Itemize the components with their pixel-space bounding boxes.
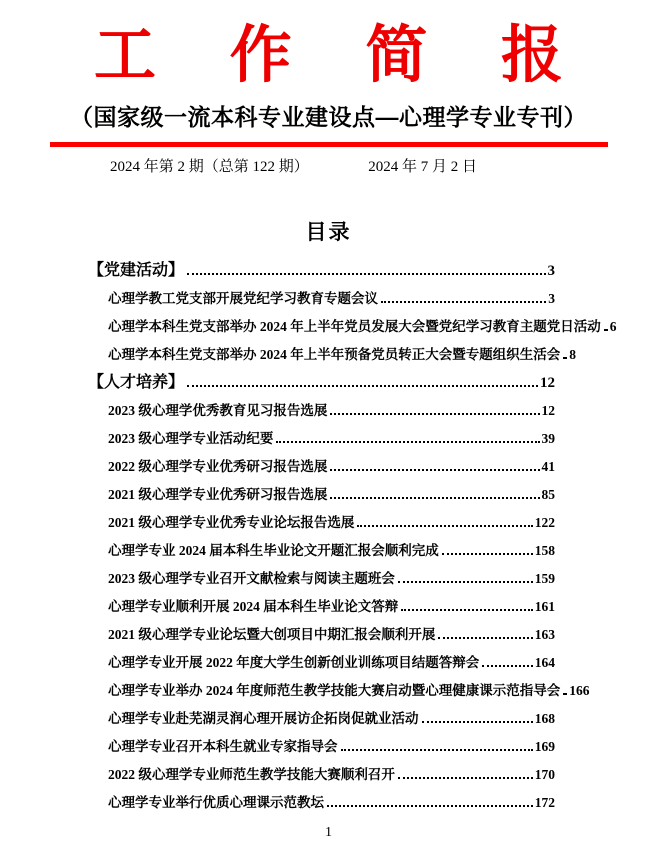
toc-leader-dots	[330, 413, 539, 415]
toc-leader-dots	[187, 385, 538, 387]
toc-leader-dots	[187, 273, 545, 275]
toc-entry	[88, 565, 555, 593]
toc-entry-title: 【党建活动】	[88, 262, 185, 279]
toc-entry	[88, 789, 555, 817]
toc-entry-title: 2022 级心理学专业师范生教学技能大赛顺利召开	[108, 767, 395, 782]
table-of-contents	[0, 219, 657, 817]
toc-entry-title: 2021 级心理学专业优秀专业论坛报告选展	[108, 515, 355, 530]
bulletin-title: 工 作 简 报	[93, 18, 590, 91]
toc-leader-dots	[276, 441, 539, 443]
toc-leader-dots	[401, 609, 533, 611]
toc-entry	[88, 257, 555, 285]
toc-entry-title: 心理学教工党支部开展党纪学习教育专题会议	[108, 291, 378, 306]
toc-leader-dots	[604, 329, 608, 331]
toc-entry-title: 心理学专业举办 2024 年度师范生教学技能大赛启动暨心理健康课示范指导会	[108, 683, 561, 698]
toc-entry-title: 【人才培养】	[88, 374, 185, 391]
toc-entry-page: 170	[534, 767, 555, 782]
toc-entry-page: 12	[541, 403, 555, 418]
toc-entry-page: 164	[534, 655, 555, 670]
toc-entry	[88, 369, 555, 397]
toc-leader-dots	[422, 721, 533, 723]
toc-entry-page: 39	[541, 431, 555, 446]
toc-leader-dots	[330, 469, 539, 471]
toc-entry	[88, 341, 576, 369]
toc-entry	[88, 397, 555, 425]
toc-entry-title: 2023 级心理学优秀教育见习报告选展	[108, 403, 328, 418]
toc-entry-title: 心理学专业举行优质心理课示范教坛	[108, 795, 324, 810]
toc-entry-page: 3	[547, 263, 555, 279]
toc-leader-dots	[327, 805, 533, 807]
toc-entry	[88, 705, 555, 733]
toc-entry-page: 166	[569, 683, 590, 698]
toc-leader-dots	[482, 665, 533, 667]
toc-entry-title: 2023 级心理学专业活动纪要	[108, 431, 274, 446]
toc-entry-title: 2022 级心理学专业优秀研习报告选展	[108, 459, 328, 474]
toc-entry	[88, 509, 555, 537]
toc-leader-dots	[398, 777, 533, 779]
toc-leader-dots	[381, 301, 546, 303]
toc-entry	[88, 649, 555, 677]
issue-date: 2024 年 7 月 2 日	[368, 159, 477, 175]
toc-entry-page: 158	[534, 543, 555, 558]
toc-entry-page: 169	[534, 739, 555, 754]
toc-entry	[88, 761, 555, 789]
issue-row	[110, 158, 477, 177]
toc-entry-title: 心理学专业 2024 届本科生毕业论文开题汇报会顺利完成	[108, 543, 439, 558]
toc-leader-dots	[357, 525, 532, 527]
toc-entry-page: 159	[534, 571, 555, 586]
toc-entry-title: 2023 级心理学专业召开文献检索与阅读主题班会	[108, 571, 395, 586]
toc-entry-title: 2021 级心理学专业论坛暨大创项目中期汇报会顺利开展	[108, 627, 436, 642]
page-number: 1	[325, 825, 332, 840]
toc-entry-page: 163	[534, 627, 555, 642]
toc-entry-page: 12	[540, 375, 555, 391]
toc-leader-dots	[563, 357, 567, 359]
toc-entry-page: 122	[534, 515, 555, 530]
toc-entry-title: 心理学本科生党支部举办 2024 年上半年党员发展大会暨党纪学习教育主题党日活动	[108, 319, 601, 334]
bulletin-subtitle: （国家级一流本科专业建设点—心理学专业专刊）	[70, 104, 587, 130]
toc-entry	[88, 537, 555, 565]
toc-entry-title: 心理学本科生党支部举办 2024 年上半年预备党员转正大会暨专题组织生活会	[108, 347, 561, 362]
toc-entry-page: 85	[541, 487, 555, 502]
toc-heading: 目录	[305, 221, 352, 244]
masthead	[0, 14, 657, 177]
toc-entry	[88, 285, 555, 313]
toc-entry-page: 41	[541, 459, 555, 474]
toc-entry	[88, 481, 555, 509]
toc-leader-dots	[442, 553, 533, 555]
toc-leader-dots	[563, 693, 567, 695]
toc-entry	[88, 425, 555, 453]
document-page	[0, 14, 657, 840]
toc-leader-dots	[398, 581, 533, 583]
toc-leader-dots	[330, 497, 539, 499]
toc-entry-title: 心理学专业召开本科生就业专家指导会	[108, 739, 338, 754]
toc-entry-title: 心理学专业赴芜湖灵润心理开展访企拓岗促就业活动	[108, 711, 419, 726]
toc-entry	[88, 593, 555, 621]
toc-entry-page: 3	[548, 291, 555, 306]
toc-entry-page: 168	[534, 711, 555, 726]
toc-entry	[88, 733, 555, 761]
toc-leader-dots	[438, 637, 532, 639]
toc-entry-title: 2021 级心理学专业优秀研习报告选展	[108, 487, 328, 502]
toc-list	[88, 257, 617, 817]
toc-entry	[88, 313, 617, 341]
toc-entry-page: 172	[534, 795, 555, 810]
toc-entry	[88, 677, 590, 705]
toc-entry-page: 161	[534, 599, 555, 614]
toc-entry-page: 6	[609, 319, 617, 334]
toc-entry-page: 8	[569, 347, 576, 362]
toc-entry	[88, 621, 555, 649]
toc-entry	[88, 453, 555, 481]
toc-leader-dots	[341, 749, 533, 751]
issue-number: 2024 年第 2 期（总第 122 期）	[110, 159, 309, 175]
red-divider-rule	[50, 142, 608, 147]
toc-entry-title: 心理学专业开展 2022 年度大学生创新创业训练项目结题答辩会	[108, 655, 480, 670]
toc-entry-title: 心理学专业顺利开展 2024 届本科生毕业论文答辩	[108, 599, 399, 614]
